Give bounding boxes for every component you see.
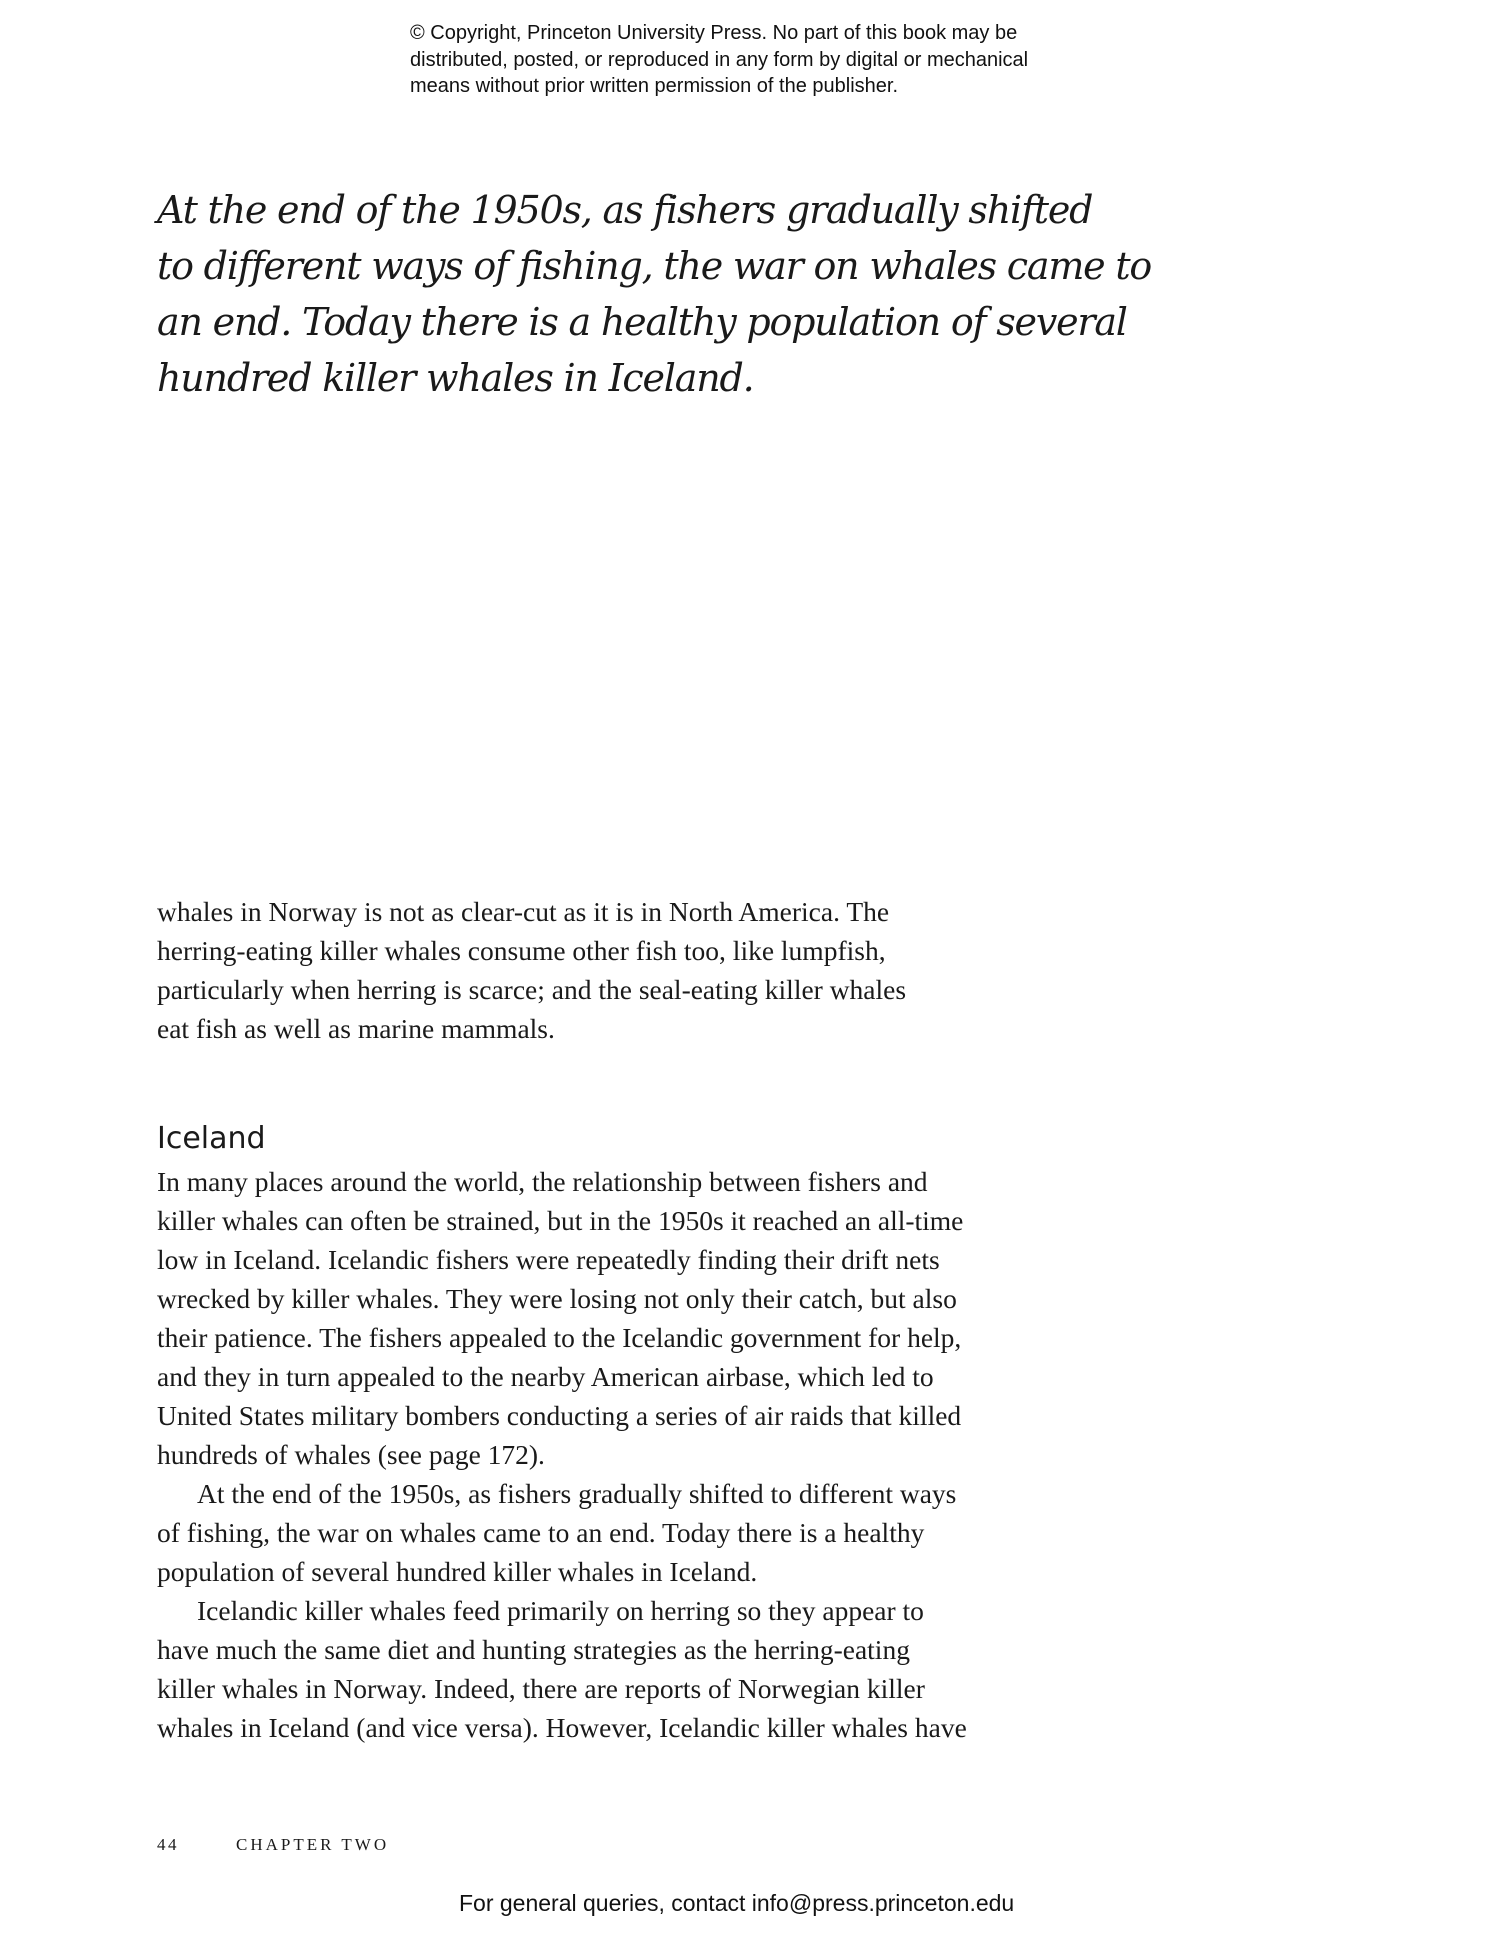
- paragraph-1: [157, 1162, 1057, 1474]
- text-line: of fishing, the war on whales came to an end. Today there is a healthy: [157, 1517, 925, 1548]
- text-line: Icelandic killer whales feed primarily on herring so they appear to: [197, 1595, 924, 1626]
- copyright-line: means without prior written permission of the publisher.: [410, 75, 899, 97]
- pull-quote-line: At the end of the 1950s, as fishers gradually shifted: [157, 188, 1093, 232]
- running-head-chapter: CHAPTER TWO: [236, 1835, 390, 1854]
- paragraph-2: [157, 1474, 1057, 1591]
- pull-quote-line: an end. Today there is a healthy population of several: [157, 300, 1127, 344]
- copyright-notice: [410, 20, 1130, 100]
- text-line: hundreds of whales (see page 172).: [157, 1439, 545, 1470]
- text-line: killer whales in Norway. Indeed, there are reports of Norwegian killer: [157, 1673, 925, 1704]
- page-folio: [157, 1835, 389, 1855]
- text-line: their patience. The fishers appealed to the Icelandic government for help,: [157, 1322, 962, 1353]
- text-line: herring-eating killer whales consume other fish too, like lumpfish,: [157, 935, 886, 966]
- section-heading: Iceland: [157, 1121, 266, 1156]
- text-line: low in Iceland. Icelandic fishers were repeatedly finding their drift nets: [157, 1244, 940, 1275]
- text-line: particularly when herring is scarce; and the seal-eating killer whales: [157, 974, 907, 1005]
- copyright-line: © Copyright, Princeton University Press. No part of this book may be: [410, 22, 1018, 44]
- section-body: [157, 1162, 1057, 1747]
- text-line: In many places around the world, the relationship between fishers and: [157, 1166, 928, 1197]
- body-continuation-paragraph: [157, 892, 1057, 1048]
- text-line: United States military bombers conducting a series of air raids that killed: [157, 1400, 962, 1431]
- text-line: whales in Norway is not as clear-cut as it is in North America. The: [157, 896, 890, 927]
- text-line: have much the same diet and hunting strategies as the herring-eating: [157, 1634, 910, 1665]
- text-line: and they in turn appealed to the nearby American airbase, which led to: [157, 1361, 934, 1392]
- text-line: whales in Iceland (and vice versa). However, Icelandic killer whales have: [157, 1712, 967, 1743]
- text-line: population of several hundred killer whales in Iceland.: [157, 1556, 758, 1587]
- text-line: killer whales can often be strained, but in the 1950s it reached an all-time: [157, 1205, 964, 1236]
- copyright-line: distributed, posted, or reproduced in any form by digital or mechanical: [410, 48, 1029, 71]
- text-line: eat fish as well as marine mammals.: [157, 1013, 555, 1044]
- page-number: 44: [157, 1835, 179, 1854]
- footer-contact-note: For general queries, contact info@press.princeton.edu: [459, 1890, 1015, 1916]
- pull-quote-line: hundred killer whales in Iceland.: [157, 356, 754, 400]
- pull-quote-line: to different ways of fishing, the war on whales came to: [157, 244, 1152, 288]
- pull-quote: [157, 182, 1152, 406]
- text-line: wrecked by killer whales. They were losing not only their catch, but also: [157, 1283, 957, 1314]
- paragraph-3: [157, 1591, 1057, 1747]
- text-line: At the end of the 1950s, as fishers gradually shifted to different ways: [197, 1478, 957, 1509]
